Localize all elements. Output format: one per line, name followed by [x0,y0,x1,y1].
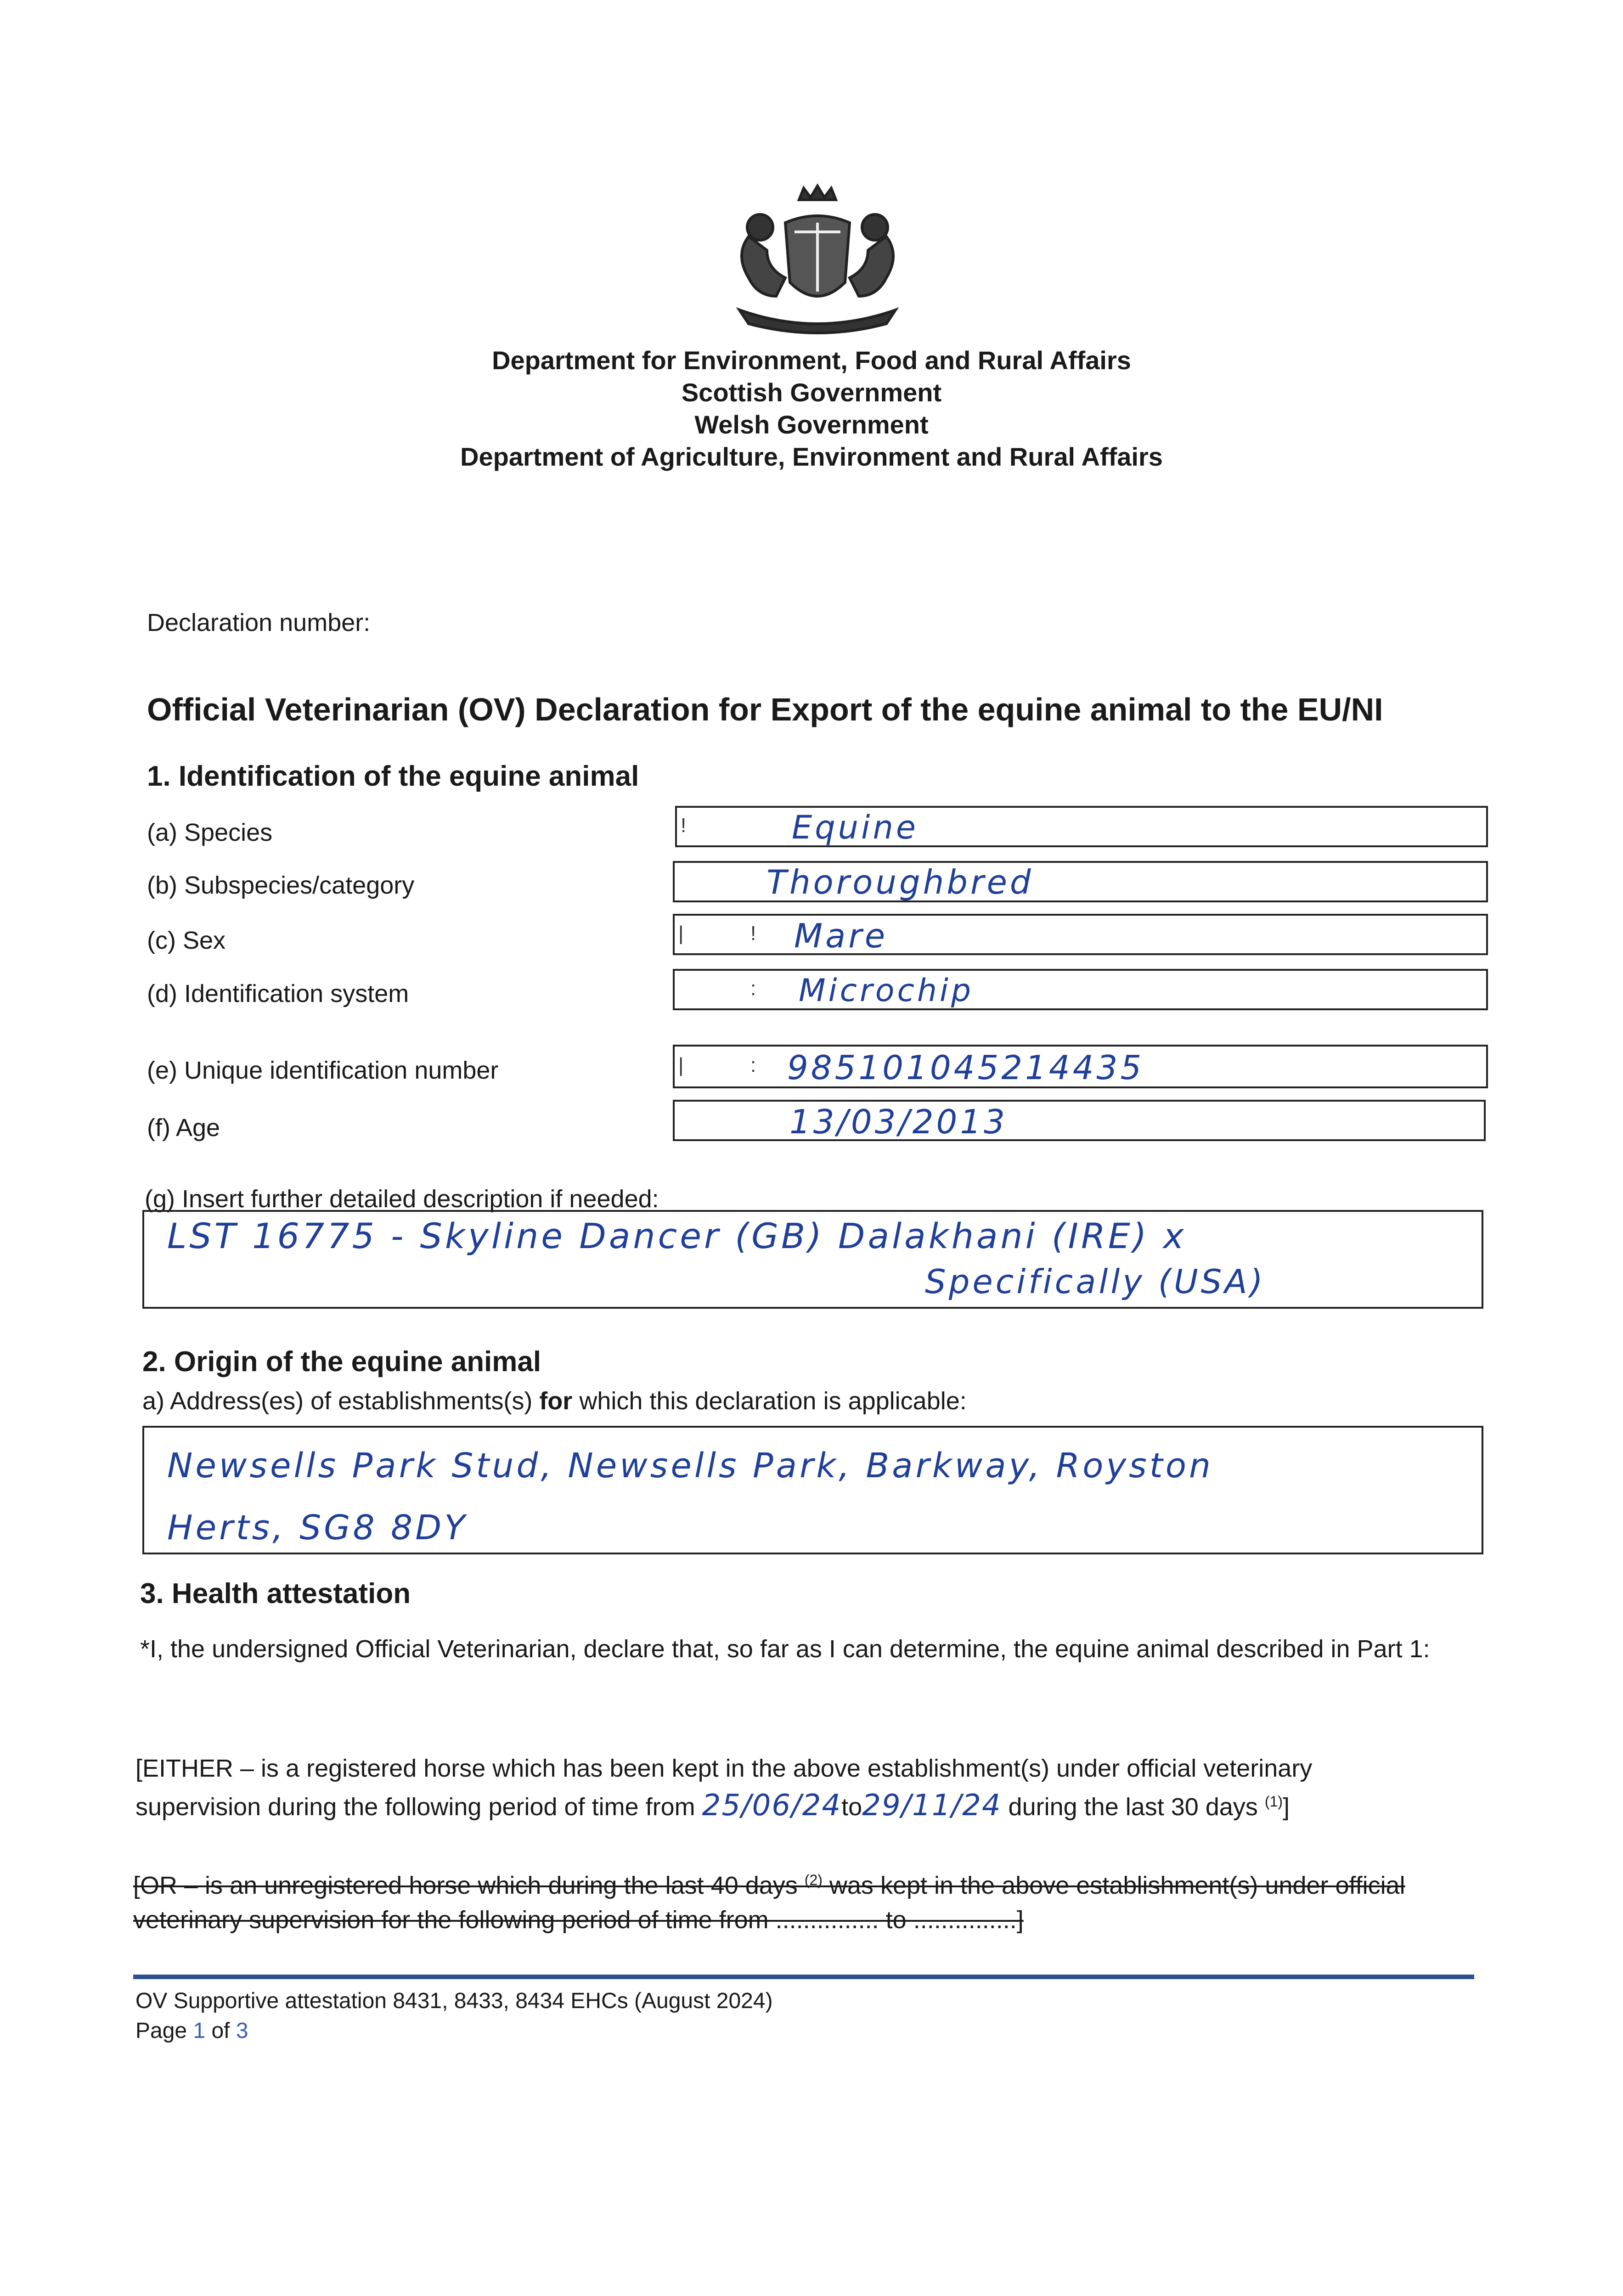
address-line: Herts, SG8 8DY [167,1508,468,1548]
or-clause-line: veterinary supervision for the following period of time from ............... to ...............] [133,1906,1024,1934]
address-label-text: a) Address(es) of establishments(s) [142,1387,540,1415]
field-marker: | [678,1054,684,1076]
or-clause-line [133,1871,1405,1900]
department-name: Scottish Government [681,378,942,407]
footer-divider [133,1975,1474,1979]
sex-field[interactable] [673,914,1488,955]
either-footnote-ref: (1) [1264,1793,1283,1810]
either-clause-line: [EITHER – is a registered horse which has been kept in the above establishment(s) under official veterinary [135,1755,1313,1782]
footer-attestation: OV Supportive attestation 8431, 8433, 8434 EHCs (August 2024) [135,1989,773,2013]
page-of: of [205,2019,236,2043]
identification-system-label: (d) Identification system [147,980,409,1007]
unique-id-value: 985101045214435 [787,1048,1144,1087]
either-clause-text: during the last 30 days [1001,1793,1265,1821]
declaration-number-label: Declaration number: [147,609,371,636]
age-label: (f) Age [147,1114,220,1142]
field-marker: ! [681,814,687,837]
either-clause-text: supervision during the following period of time from [135,1793,702,1821]
health-intro: *I, the undersigned Official Veterinarian, declare that, so far as I can determine, the equine animal described in Part 1: [140,1635,1430,1663]
department-name: Welsh Government [694,410,929,439]
or-clause-text: was kept in the above establishment(s) under official [822,1872,1405,1899]
description-line: LST 16775 - Skyline Dancer (GB) Dalakhani (IRE) x [167,1216,1187,1256]
field-marker: | [678,922,684,945]
subspecies-value: Thoroughbred [766,863,1034,901]
either-clause-end: ] [1283,1793,1290,1821]
department-name: Department for Environment, Food and Rural Affairs [492,346,1131,375]
field-marker: ! [750,922,756,945]
description-label: (g) Insert further detailed description if needed: [145,1185,659,1213]
identification-system-field[interactable] [673,969,1488,1010]
royal-coat-of-arms-icon [721,181,914,342]
age-value: 13/03/2013 [789,1103,1008,1141]
sex-value: Mare [794,917,888,955]
subspecies-label: (b) Subspecies/category [147,872,415,899]
unique-id-label: (e) Unique identification number [147,1057,499,1084]
section-2-heading: 2. Origin of the equine animal [142,1346,541,1378]
or-footnote-ref: (2) [804,1872,823,1888]
page-total: 3 [236,2019,248,2043]
either-date-from: 25/06/24 [702,1789,842,1823]
unique-id-field[interactable] [673,1045,1488,1088]
either-date-to: 29/11/24 [862,1789,1002,1823]
identification-system-value: Microchip [799,973,974,1009]
species-label: (a) Species [147,819,273,846]
field-marker: : [750,977,756,1000]
page-current: 1 [193,2019,206,2043]
page-label: Page [135,2019,193,2043]
section-1-heading: 1. Identification of the equine animal [147,760,639,792]
description-field[interactable] [142,1210,1483,1309]
sex-label: (c) Sex [147,927,226,954]
address-label-bold: for [539,1387,573,1415]
page-number [135,2018,248,2043]
department-name: Department of Agriculture, Environment and Rural Affairs [460,442,1163,471]
address-label [142,1387,967,1415]
age-field[interactable] [673,1100,1486,1141]
field-marker: : [750,1054,756,1076]
either-to-text: to [841,1793,862,1821]
species-field[interactable] [675,806,1488,847]
subspecies-field[interactable] [673,861,1488,902]
address-label-text: which this declaration is applicable: [572,1387,967,1415]
description-line: Specifically (USA) [925,1262,1266,1301]
address-field[interactable] [142,1426,1483,1554]
or-clause-text: [OR – is an unregistered horse which during the last 40 days [133,1872,805,1899]
section-3-heading: 3. Health attestation [140,1578,411,1609]
page-title: Official Veterinarian (OV) Declaration for Export of the equine animal to the EU/NI [147,692,1383,727]
address-line: Newsells Park Stud, Newsells Park, Barkway, Royston [167,1446,1213,1486]
either-clause-line [135,1789,1290,1823]
species-value: Equine [792,809,919,846]
